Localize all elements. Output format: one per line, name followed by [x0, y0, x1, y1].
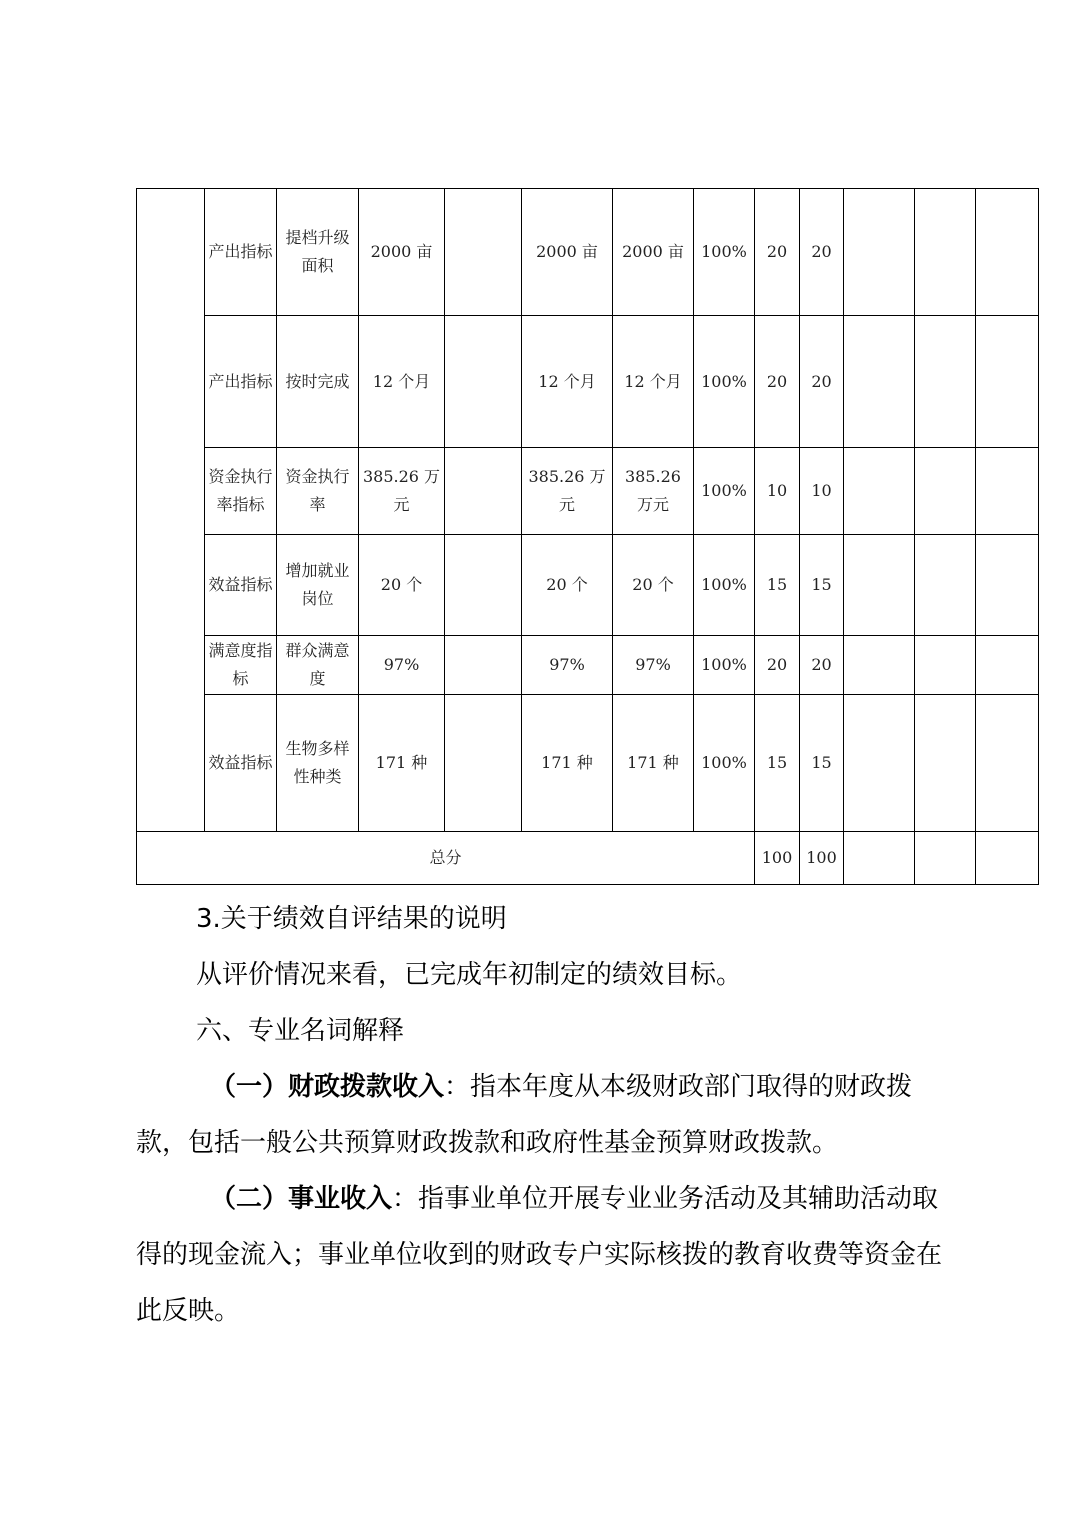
empty-cell [915, 189, 976, 316]
actual-value-cell: 20 个 [522, 535, 613, 636]
completion-rate-cell: 100% [694, 448, 755, 535]
score-cell: 15 [800, 695, 844, 832]
total-row [137, 832, 1039, 885]
score-cell: 20 [800, 316, 844, 448]
actual-value-cell: 12 个月 [613, 316, 694, 448]
category-cell: 资金执行率指标 [205, 448, 277, 535]
glossary-definition: ：指事业单位开展专业业务活动及其辅助活动取得的现金流入；事业单位收到的财政专户实际核拨的教育收费等资金在此反映。 [136, 1184, 943, 1326]
empty-cell [976, 448, 1039, 535]
actual-value-cell: 385.26 万元 [522, 448, 613, 535]
body-text [136, 891, 946, 1339]
table-row [137, 695, 1039, 832]
empty-cell [445, 695, 522, 832]
actual-value-cell: 20 个 [613, 535, 694, 636]
table-row [137, 636, 1039, 695]
indicator-cell: 增加就业岗位 [277, 535, 359, 636]
empty-cell [915, 695, 976, 832]
empty-cell [844, 636, 915, 695]
indicator-cell: 按时完成 [277, 316, 359, 448]
performance-table [136, 188, 1039, 885]
actual-value-cell: 97% [522, 636, 613, 695]
annual-target-cell: 2000 亩 [359, 189, 445, 316]
actual-value-cell: 171 种 [613, 695, 694, 832]
annual-target-cell: 385.26 万元 [359, 448, 445, 535]
annual-target-cell: 171 种 [359, 695, 445, 832]
actual-value-cell: 12 个月 [522, 316, 613, 448]
empty-cell [445, 535, 522, 636]
annual-target-cell: 12 个月 [359, 316, 445, 448]
table-row [137, 535, 1039, 636]
total-weight-cell: 100 [755, 832, 800, 885]
empty-cell [976, 316, 1039, 448]
weight-cell: 15 [755, 535, 800, 636]
empty-cell [844, 832, 915, 885]
empty-cell [976, 695, 1039, 832]
score-cell: 20 [800, 189, 844, 316]
empty-cell [915, 448, 976, 535]
table-row [137, 189, 1039, 316]
total-score-cell: 100 [800, 832, 844, 885]
empty-cell [976, 832, 1039, 885]
merged-left-cell [137, 189, 205, 832]
empty-cell [915, 636, 976, 695]
empty-cell [844, 189, 915, 316]
category-cell: 产出指标 [205, 316, 277, 448]
table-row [137, 316, 1039, 448]
empty-cell [976, 189, 1039, 316]
empty-cell [915, 832, 976, 885]
score-cell: 15 [800, 535, 844, 636]
paragraph-evaluation-result: 从评价情况来看，已完成年初制定的绩效目标。 [196, 960, 743, 990]
empty-cell [844, 316, 915, 448]
glossary-term: （二）事业收入 [210, 1184, 393, 1214]
empty-cell [844, 695, 915, 832]
completion-rate-cell: 100% [694, 636, 755, 695]
empty-cell [844, 535, 915, 636]
weight-cell: 20 [755, 189, 800, 316]
empty-cell [976, 636, 1039, 695]
actual-value-cell: 385.26 万元 [613, 448, 694, 535]
empty-cell [445, 189, 522, 316]
indicator-cell: 群众满意度 [277, 636, 359, 695]
empty-cell [976, 535, 1039, 636]
completion-rate-cell: 100% [694, 189, 755, 316]
empty-cell [915, 535, 976, 636]
empty-cell [445, 316, 522, 448]
empty-cell [915, 316, 976, 448]
annual-target-cell: 20 个 [359, 535, 445, 636]
indicator-cell: 提档升级面积 [277, 189, 359, 316]
total-label: 总分 [137, 832, 755, 885]
table-row [137, 448, 1039, 535]
annual-target-cell: 97% [359, 636, 445, 695]
category-cell: 产出指标 [205, 189, 277, 316]
completion-rate-cell: 100% [694, 316, 755, 448]
actual-value-cell: 2000 亩 [522, 189, 613, 316]
empty-cell [844, 448, 915, 535]
category-cell: 效益指标 [205, 535, 277, 636]
glossary-item-fiscal-appropriation [136, 1059, 946, 1171]
weight-cell: 15 [755, 695, 800, 832]
indicator-cell: 生物多样性种类 [277, 695, 359, 832]
indicator-cell: 资金执行率 [277, 448, 359, 535]
category-cell: 效益指标 [205, 695, 277, 832]
section-heading-glossary: 六、专业名词解释 [196, 1016, 405, 1046]
actual-value-cell: 2000 亩 [613, 189, 694, 316]
actual-value-cell: 171 种 [522, 695, 613, 832]
actual-value-cell: 97% [613, 636, 694, 695]
glossary-term: （一）财政拨款收入 [210, 1072, 445, 1102]
weight-cell: 20 [755, 316, 800, 448]
score-cell: 10 [800, 448, 844, 535]
completion-rate-cell: 100% [694, 695, 755, 832]
score-cell: 20 [800, 636, 844, 695]
weight-cell: 10 [755, 448, 800, 535]
empty-cell [445, 636, 522, 695]
empty-cell [445, 448, 522, 535]
completion-rate-cell: 100% [694, 535, 755, 636]
weight-cell: 20 [755, 636, 800, 695]
section-heading-self-evaluation: 3.关于绩效自评结果的说明 [196, 904, 507, 934]
category-cell: 满意度指标 [205, 636, 277, 695]
glossary-item-business-income [136, 1171, 946, 1339]
glossary-definition: ：指本年度从本级财政部门取得的财政拨款，包括一般公共预算财政拨款和政府性基金预算财政拨款。 [136, 1072, 913, 1158]
